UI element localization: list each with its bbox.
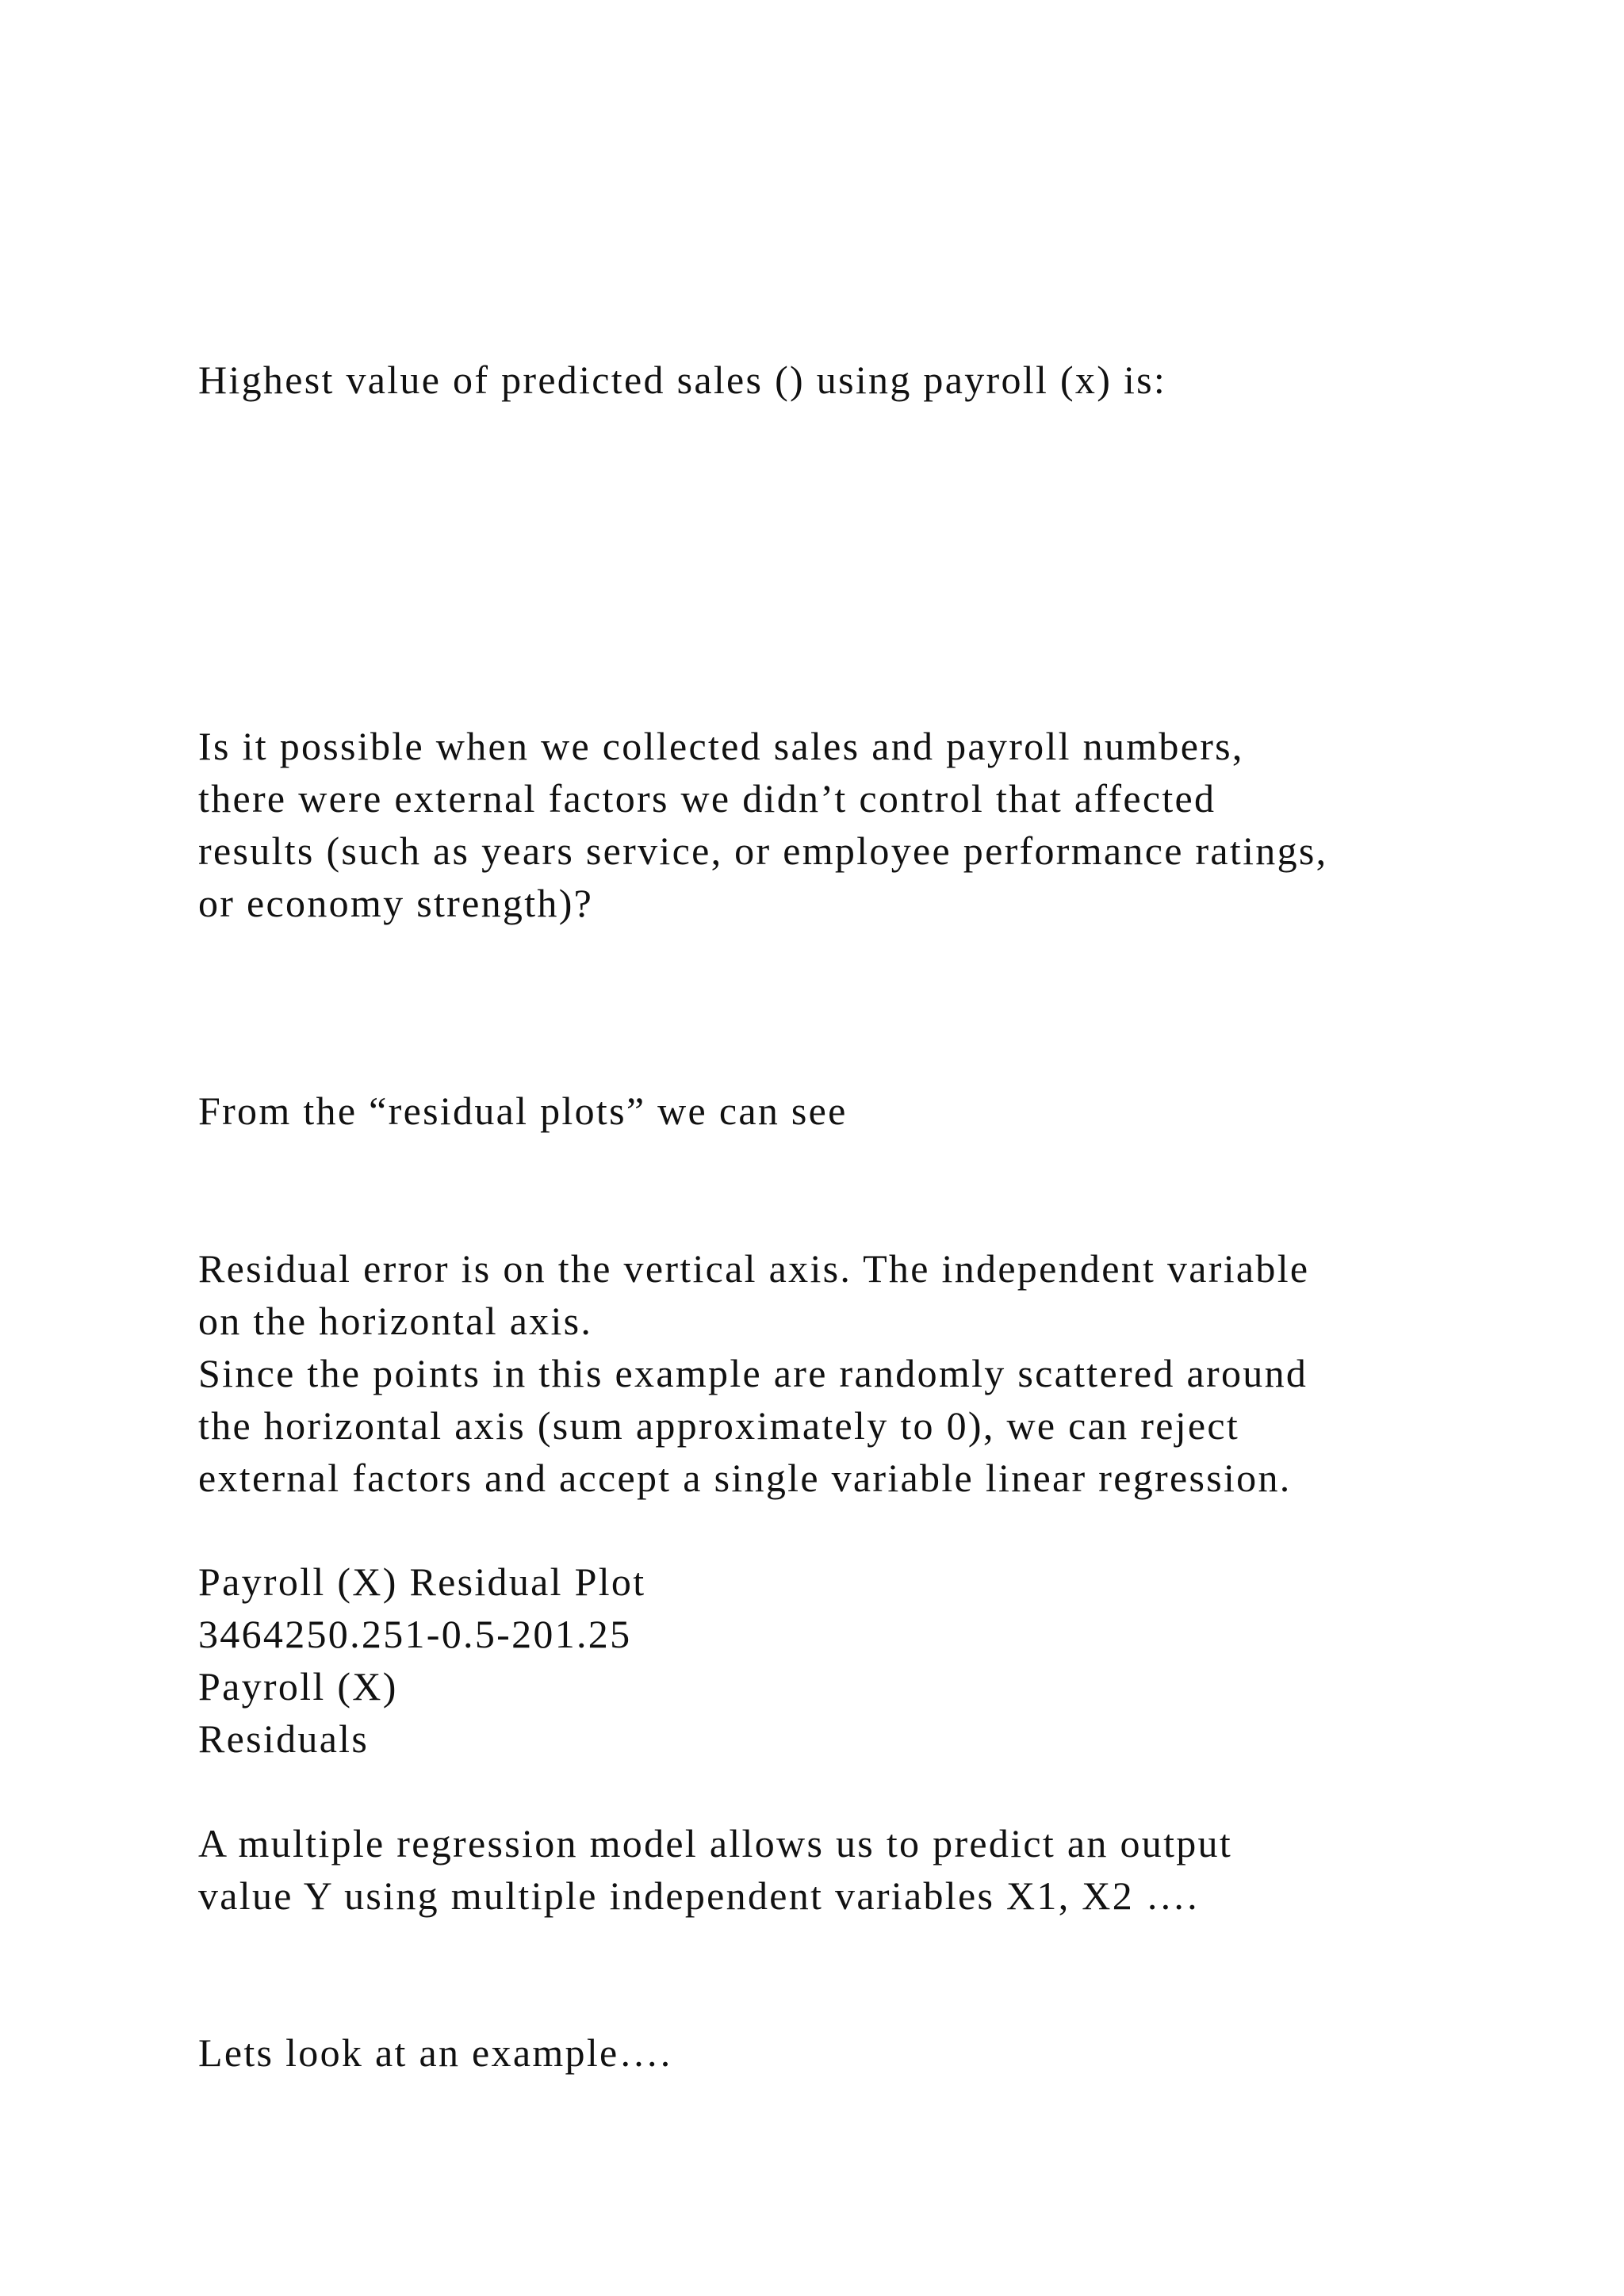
text-line: Since the points in this example are randomly scattered around (198, 1351, 1308, 1395)
text-line: external factors and accept a single variable linear regression. (198, 1456, 1292, 1500)
text-line: Highest value of predicted sales () using payroll (x) is: (198, 358, 1167, 402)
text-line: on the horizontal axis. (198, 1299, 593, 1343)
paragraph-external-factors-question (198, 720, 1327, 929)
paragraph-residual-plot-caption (198, 1556, 645, 1765)
text-line: From the “residual plots” we can see (198, 1089, 848, 1133)
text-line: Payroll (X) (198, 1664, 398, 1709)
text-line: the horizontal axis (sum approximately to 0), we can reject (198, 1403, 1240, 1448)
text-line: or economy strength)? (198, 881, 594, 925)
text-line: 3464250.251-0.5-201.25 (198, 1612, 632, 1656)
text-line: results (such as years service, or employee performance ratings, (198, 828, 1328, 873)
text-line: Is it possible when we collected sales and payroll numbers, (198, 724, 1244, 768)
text-line: A multiple regression model allows us to predict an output (198, 1821, 1233, 1866)
text-line: Residual error is on the vertical axis. The independent variable (198, 1246, 1310, 1291)
paragraph-multiple-regression (198, 1817, 1232, 1922)
text-line: Payroll (X) Residual Plot (198, 1559, 646, 1604)
paragraph-residual-explanation (198, 1242, 1309, 1504)
paragraph-residual-plots-intro (198, 1085, 848, 1137)
text-line: value Y using multiple independent variables X1, X2 …. (198, 1873, 1199, 1918)
paragraph-highest-predicted-sales (198, 354, 1166, 406)
text-line: Residuals (198, 1716, 370, 1761)
text-line: there were external factors we didn’t control that affected (198, 776, 1216, 821)
paragraph-example-intro (198, 2026, 672, 2079)
text-line: Lets look at an example…. (198, 2030, 672, 2075)
